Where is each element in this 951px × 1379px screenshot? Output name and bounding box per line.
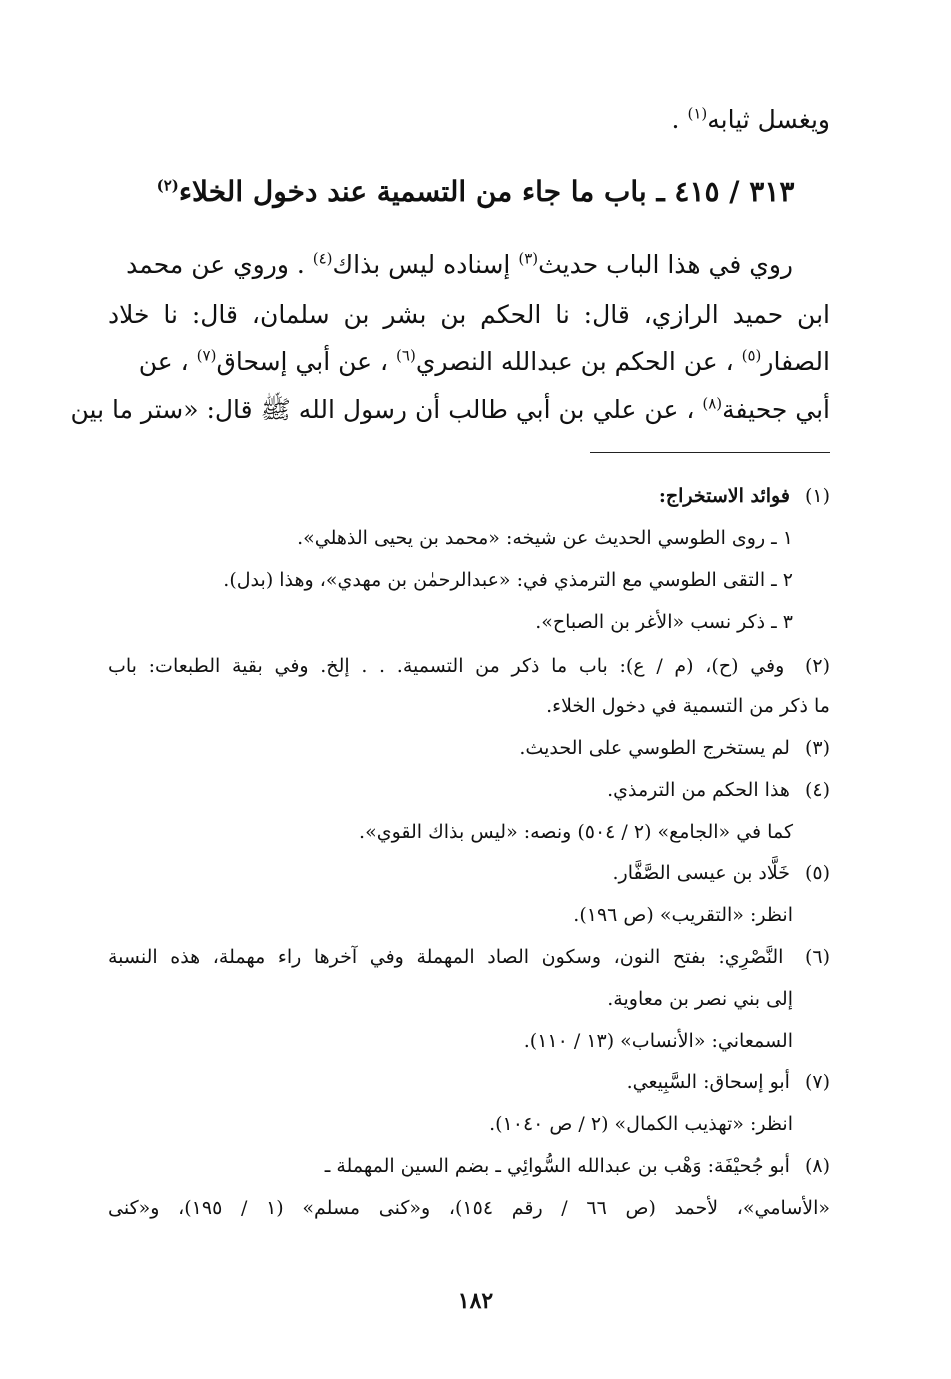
footnote-5 (613, 862, 830, 885)
body-line-4 (71, 395, 831, 425)
footnote-text: أبو جُحيْفَة: وَهْب بن عبدالله السُّوائِي ـ بضم السين المهملة ـ (324, 1155, 790, 1177)
body-text: ، عن أبي إسحاق (216, 347, 397, 376)
body-text: أبي جحيفة (722, 395, 830, 424)
footnote-5-cont: انظر: «التقريب» (ص ١٩٦). (573, 904, 793, 926)
chapter-title-text: ٣١٣ / ٤١٥ ـ باب ما جاء من التسمية عند دخول الخلاء (178, 175, 795, 208)
footnote-text: هذا الحكم من الترمذي. (607, 779, 790, 801)
body-text: . وروي عن محمد (126, 250, 313, 279)
footnote-4 (607, 779, 830, 802)
footnote-text: أبو إسحاق: السَّبِيعي. (626, 1071, 790, 1093)
footnote-text: خَلَّاد بن عيسى الصَّفَّار. (612, 862, 790, 884)
footnote-number: (٣) (804, 737, 830, 759)
intro-line (672, 105, 830, 135)
footnote-separator (590, 452, 830, 453)
chapter-title (0, 175, 951, 208)
footnote-1-item-3: ٣ ـ ذكر نسب «الأغر بن الصباح». (535, 611, 793, 633)
intro-text: ويغسل ثيابه (707, 105, 830, 134)
footnote-ref: (٨) (702, 394, 723, 413)
body-line-2: ابن حميد الرازي، قال: نا الحكم بن بشر بن سلمان، قال: نا خلاد (108, 300, 830, 329)
footnote-ref: (١) (687, 104, 708, 123)
footnote-number: (٨) (804, 1155, 830, 1177)
page-number: ١٨٢ (457, 1288, 494, 1314)
footnote-ref: (٦) (396, 346, 416, 365)
footnote-7-cont: انظر: «تهذيب الكمال» (٢ / ص ١٠٤٠). (489, 1113, 793, 1135)
footnote-7 (627, 1071, 830, 1094)
footnote-ref: (٢) (156, 176, 179, 195)
footnote-number: (١) (804, 485, 830, 507)
footnote-8 (325, 1155, 830, 1178)
body-text: ، عن الحكم بن عبدالله النصري (415, 347, 742, 376)
body-text: روي في هذا الباب حديث (538, 250, 793, 279)
body-line-1 (126, 250, 793, 280)
footnote-number: (٢) (804, 655, 830, 677)
footnote-4-cont: كما في «الجامع» (٢ / ٥٠٤) ونصه: «ليس بذاك القوي». (359, 821, 793, 843)
footnote-number: (٤) (804, 779, 830, 801)
footnote-8-cont: «الأسامي»، لأحمد (ص ٦٦ / رقم ١٥٤)، و«كنى مسلم» (١ / ١٩٥)، و«كنى (108, 1197, 831, 1219)
footnote-ref: (٧) (196, 346, 217, 365)
footnote-ref: (٥) (741, 346, 762, 365)
footnote-6-cont: إلى بني نصر بن معاوية. (607, 988, 793, 1010)
footnote-number: (٥) (804, 862, 830, 884)
footnote-1-item-2: ٢ ـ التقى الطوسي مع الترمذي في: «عبدالرحمٰن بن مهدي»، وهذا (بدل). (223, 569, 793, 591)
footnote-2 (108, 655, 830, 678)
footnote-6 (108, 946, 830, 969)
footnote-1 (659, 485, 830, 508)
footnote-number: (٦) (804, 946, 831, 968)
body-text: ، عن (138, 347, 197, 376)
footnote-number: (٧) (804, 1071, 830, 1093)
footnote-ref: (٤) (312, 249, 333, 268)
footnote-heading: فوائد الاستخراج: (658, 485, 790, 507)
body-line-3 (139, 347, 830, 377)
footnote-6-source: السمعاني: «الأنساب» (١٣ / ١١٠). (523, 1030, 793, 1052)
footnote-ref: (٣) (518, 249, 539, 268)
footnote-1-item-1: ١ ـ روى الطوسي الحديث عن شيخه: «محمد بن يحيى الذهلي». (297, 527, 793, 549)
footnote-2-cont: ما ذكر من التسمية في دخول الخلاء. (546, 695, 830, 717)
footnote-text: وفي (ح)، (م / ع): باب ما ذكر من التسمية. . . إلخ. وفي بقية الطبعات: باب (108, 655, 785, 677)
footnote-text: النَّصْرِي: بفتح النون، وسكون الصاد المهملة وفي آخرها راء مهملة، هذه النسبة (108, 946, 784, 968)
footnote-3 (519, 737, 830, 760)
body-text: الصفار (761, 347, 830, 376)
footnote-text: لم يستخرج الطوسي على الحديث. (519, 737, 790, 759)
body-text: إسناده ليس بذاك (332, 250, 519, 279)
body-text: ، عن علي بن أبي طالب أن رسول الله ﷺ قال: «ستر ما بين (70, 395, 703, 424)
intro-end: . (671, 105, 688, 134)
